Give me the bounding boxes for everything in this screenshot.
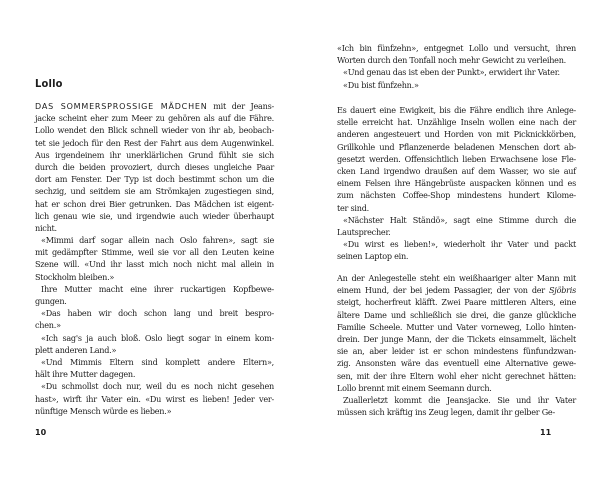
text-line: tet sie jedoch für den Rest der Fahrt aus dem Augenwinkel. [35, 137, 274, 148]
text-line: «Du bist fünfzehn.» [343, 79, 419, 90]
text-line: Szene will. «Und ihr lasst mich noch nicht mal allein in [35, 259, 274, 270]
opening-small-caps: DAS SOMMERSPROSSIGE MÄDCHEN [35, 102, 208, 111]
text-line: «Ich bin fünfzehn», entgegnet Lollo und versucht, ihren [337, 43, 576, 53]
text-line: Stockholm bleiben.» [35, 271, 115, 282]
text-line: ter sind. [337, 202, 369, 213]
text-line: seinen Laptop ein. [337, 251, 409, 262]
left-page-body [35, 100, 274, 417]
text-line: gungen. [35, 296, 67, 306]
right-page-block-3 [337, 272, 576, 418]
text-line [35, 100, 274, 112]
text-line: sen, mit der ihre Eltern wohl eher nicht gerechnet hätten: [337, 370, 576, 381]
text-line: Familie Scheele. Mutter und Vater vorneweg, Lollo hinten- [337, 321, 576, 332]
text-line: zum nächsten Coffee-Shop mindestens hundert Kilome- [337, 190, 576, 201]
text-line: drein. Der junge Mann, der die Tickets einsammelt, lächelt [337, 333, 576, 344]
page-number-right: 11 [540, 428, 552, 437]
text-line: An der Anlegestelle steht ein weißhaariger alter Mann mit [337, 273, 576, 283]
text-line: Aus irgendeinem ihr unerklärlichen Grund fühlt sie sich [35, 149, 274, 160]
text-line: ältere Dame und schließlich sie drei, die ganze glückliche [337, 309, 576, 320]
text-line: «Du schmollst doch nur, weil du es noch nicht gesehen [41, 381, 274, 392]
text-line: Lollo brennt mit einem Seemann durch. [337, 382, 492, 393]
text-line: «Und genau das ist eben der Punkt», erwidert ihr Vater. [343, 67, 560, 78]
text-line: lich genau wie sie, und irgendwie auch wieder überhaupt [35, 210, 274, 221]
text-line: chen.» [35, 320, 61, 331]
text-line: «Nächster Halt Ständö», sagt eine Stimme durch die [343, 214, 576, 225]
ship-name: Sjöbris [549, 285, 576, 296]
chapter-title: Lollo [35, 77, 63, 90]
text-line: jacke scheint eher zum Meer zu gehören als auf die Fähre. [35, 113, 274, 124]
text-line: zig. Ansonsten wäre das eventuell eine Alternative gewe- [337, 358, 576, 369]
text-line: steigt, hocherfreut kläfft. Zwei Paare mittleren Alters, eine [337, 297, 576, 308]
right-page-block-1 [337, 42, 576, 91]
text-run: mit der Jeans- [207, 101, 274, 111]
text-line: Zuallerletzt kommt die Jeansjacke. Sie und ihr Vater [343, 394, 576, 405]
text-line: einem Hund, der bei jedem Passagier, der von der Sjöbris [337, 285, 576, 296]
text-line: sie an, aber leider ist er schon mindestens fünfundzwan- [337, 346, 576, 357]
text-line: «Das haben wir doch schon lang und breit bespro- [41, 308, 274, 319]
text-line: Lollo wendet den Blick schnell wieder von ihr ab, beobach- [35, 125, 274, 136]
text-line: «Und Mimmis Eltern sind komplett andere Eltern», [41, 356, 274, 367]
right-page [300, 0, 600, 492]
text-line: Ihre Mutter macht eine ihrer ruckartigen Kopfbewe- [41, 283, 274, 294]
text-line: Worten durch den Tonfall noch mehr Gewicht zu verleihen. [337, 55, 567, 66]
text-line: cken Land irgendwo draußen auf dem Wasser, wo sie auf [337, 165, 576, 176]
text-line: nicht. [35, 222, 57, 233]
text-line: stelle erreicht hat. Unzählige Inseln wollen eine nach der [337, 117, 576, 128]
page-number-left: 10 [35, 428, 47, 437]
text-line: dort am Fenster. Der Typ ist doch bestimmt schon um die [35, 174, 274, 185]
right-page-block-2 [337, 104, 576, 262]
text-line: mit gedämpfter Stimme, weil sie vor all den Leuten keine [35, 247, 274, 258]
text-line: durch die beiden provoziert, durch dieses ungleiche Paar [35, 161, 274, 172]
text-line: plett anderen Land.» [35, 344, 117, 355]
text-line: hat er schon drei Bier getrunken. Das Mädchen ist eigent- [35, 198, 274, 209]
text-line: sechzig, und seitdem sie am Strömkajen zugestiegen sind, [35, 186, 274, 197]
text-line: Es dauert eine Ewigkeit, bis die Fähre endlich ihre Anlege- [337, 105, 576, 115]
text-line: «Mimmi darf sogar allein nach Oslo fahren», sagt sie [41, 235, 274, 246]
text-line: gesetzt werden. Offensichtlich lieben Erwachsene lose Fle- [337, 153, 576, 164]
text-line: müssen sich kräftig ins Zeug legen, damit ihr gelber Ge- [337, 407, 555, 418]
text-line: hast», wirft ihr Vater ein. «Du wirst es lieben! Jeder ver- [35, 393, 274, 404]
text-line: Lautsprecher. [337, 226, 391, 237]
text-line: einem Felsen ihre Hängebrüste auspacken können und es [337, 178, 576, 189]
text-line: nünftige Mensch würde es lieben.» [35, 405, 172, 416]
text-line: Grillkohle und Pflanzenerde beladenen Menschen dort ab- [337, 141, 576, 152]
text-line: «Ich sag's ja auch bloß. Oslo liegt sogar in einem kom- [41, 332, 274, 343]
text-line: «Du wirst es lieben!», wiederholt ihr Vater und packt [343, 239, 576, 250]
text-line: anderen angesteuert und Horden von mit Picknickkörben, [337, 129, 576, 140]
text-line: hält ihre Mutter dagegen. [35, 369, 136, 380]
